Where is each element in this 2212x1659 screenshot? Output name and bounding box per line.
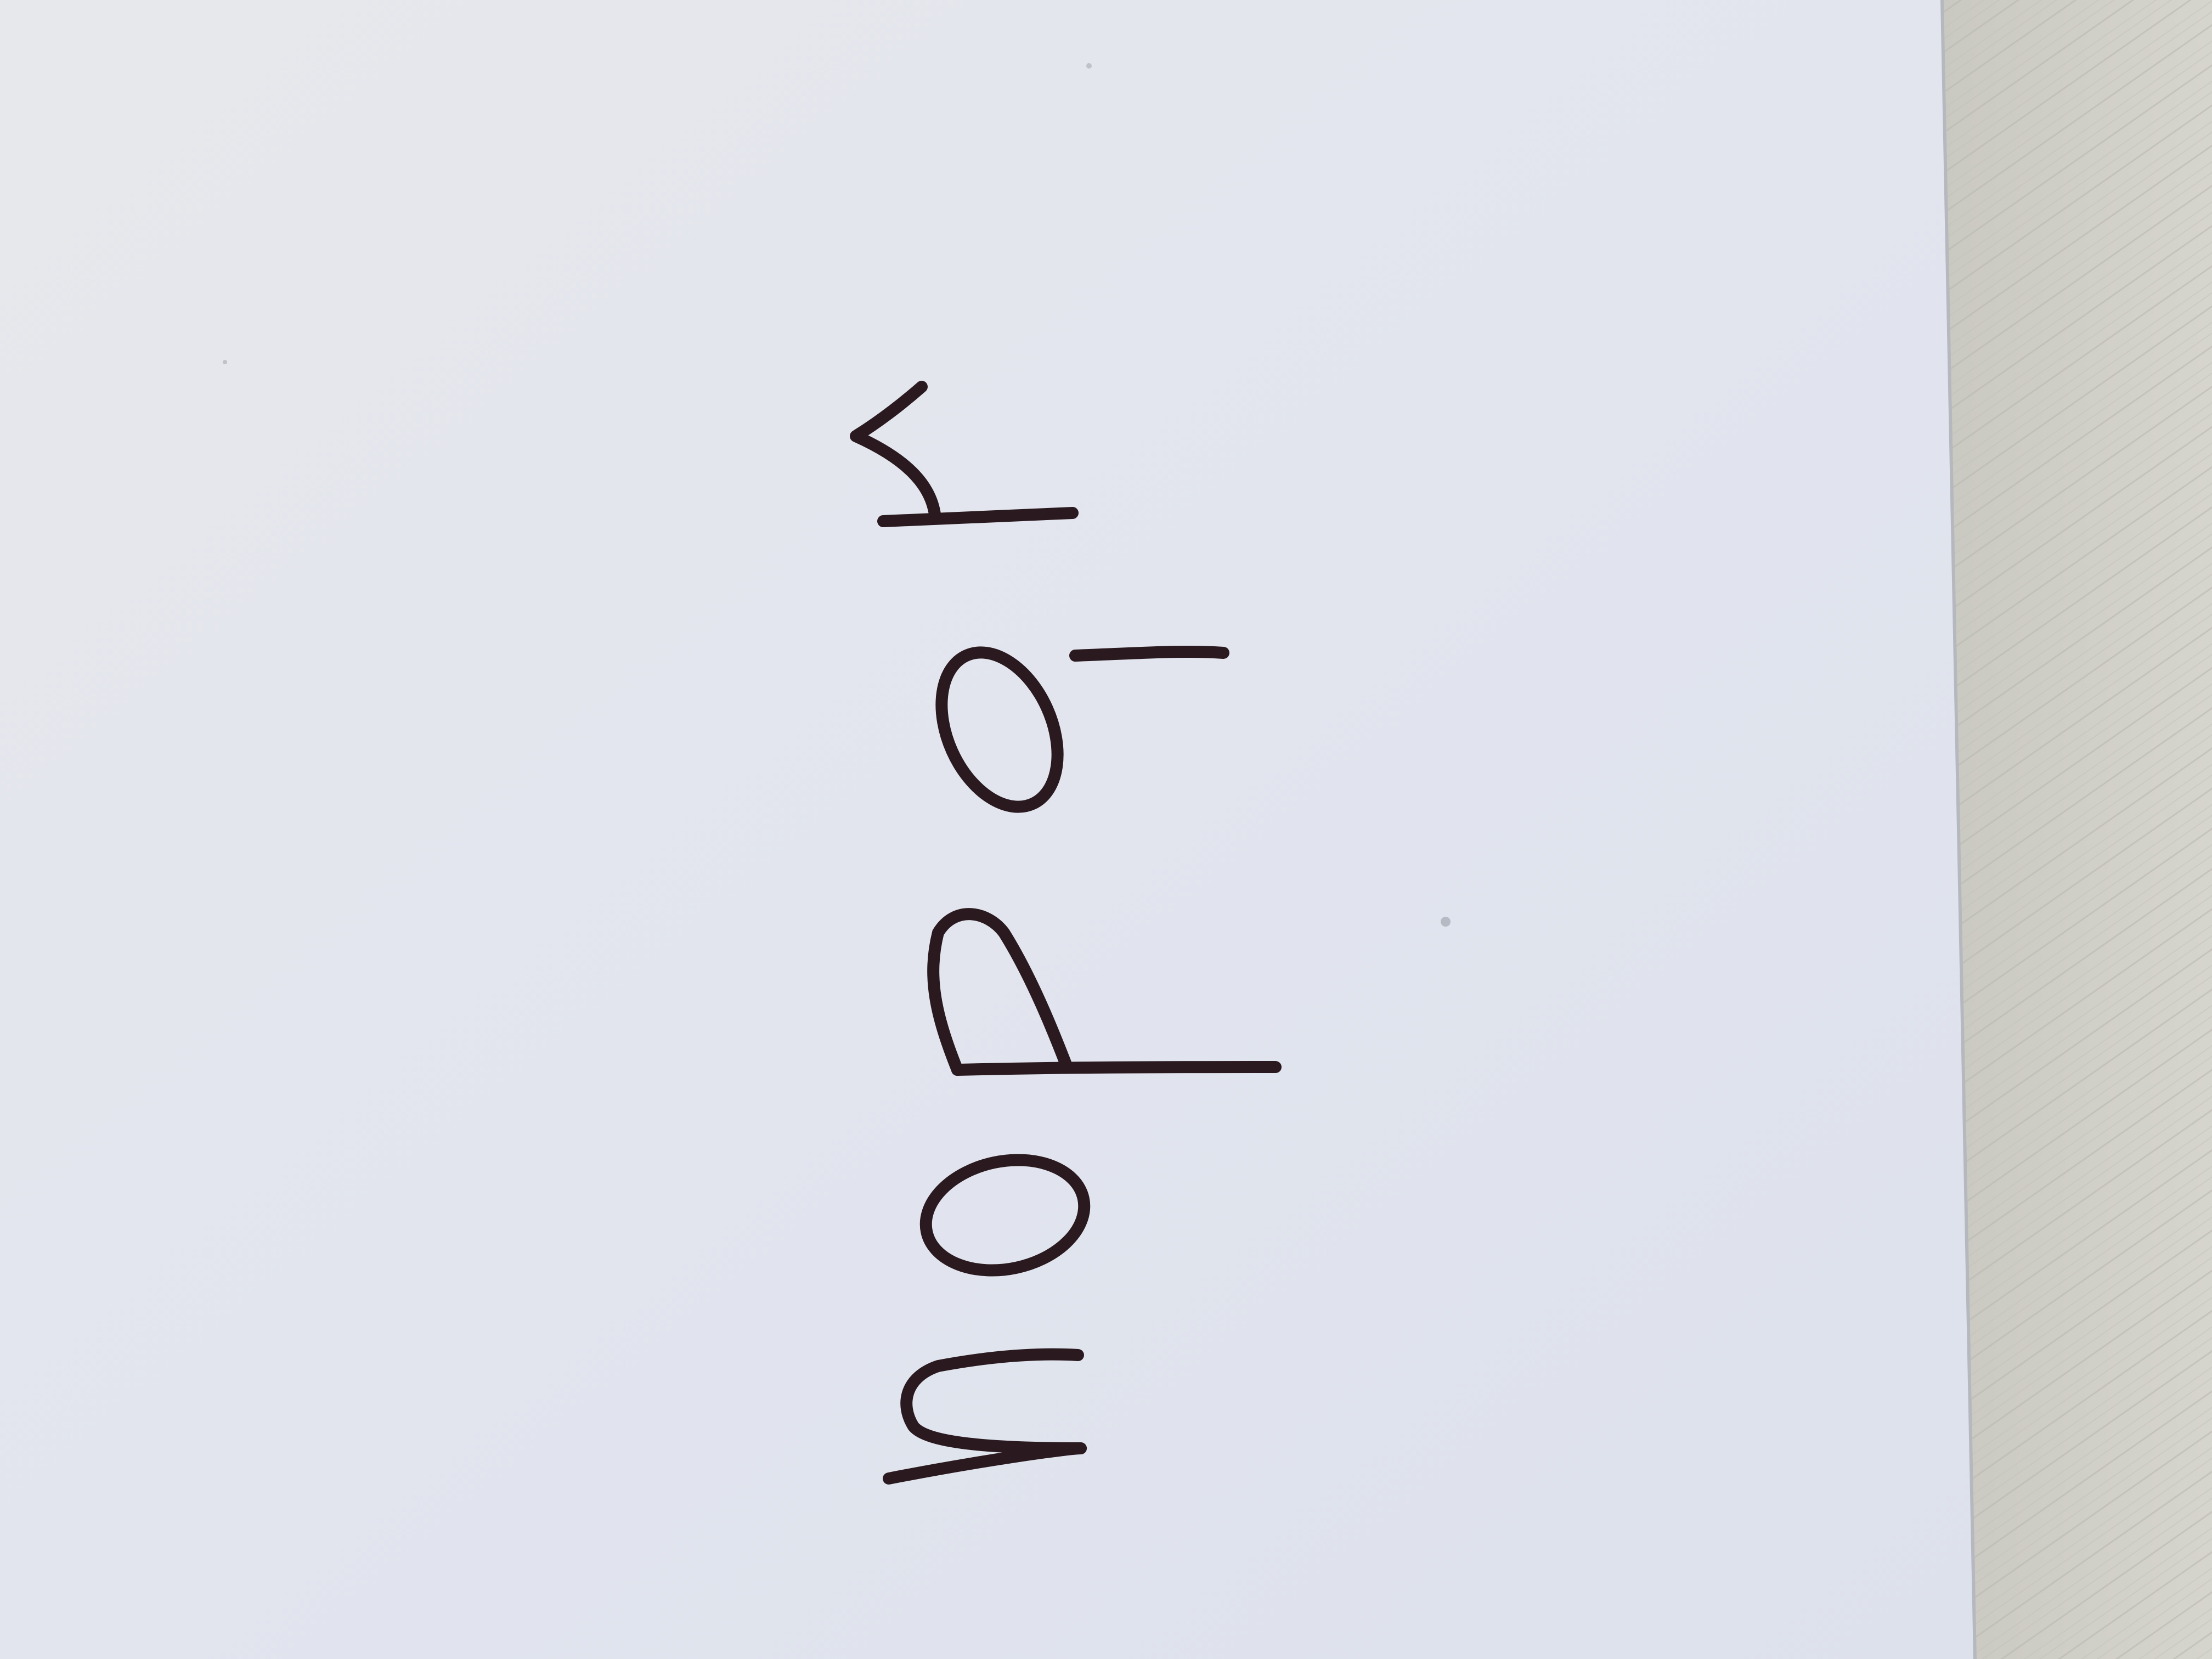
paper-speck xyxy=(1441,917,1451,927)
paper-speck xyxy=(1086,63,1092,69)
paper-speck xyxy=(223,360,227,364)
